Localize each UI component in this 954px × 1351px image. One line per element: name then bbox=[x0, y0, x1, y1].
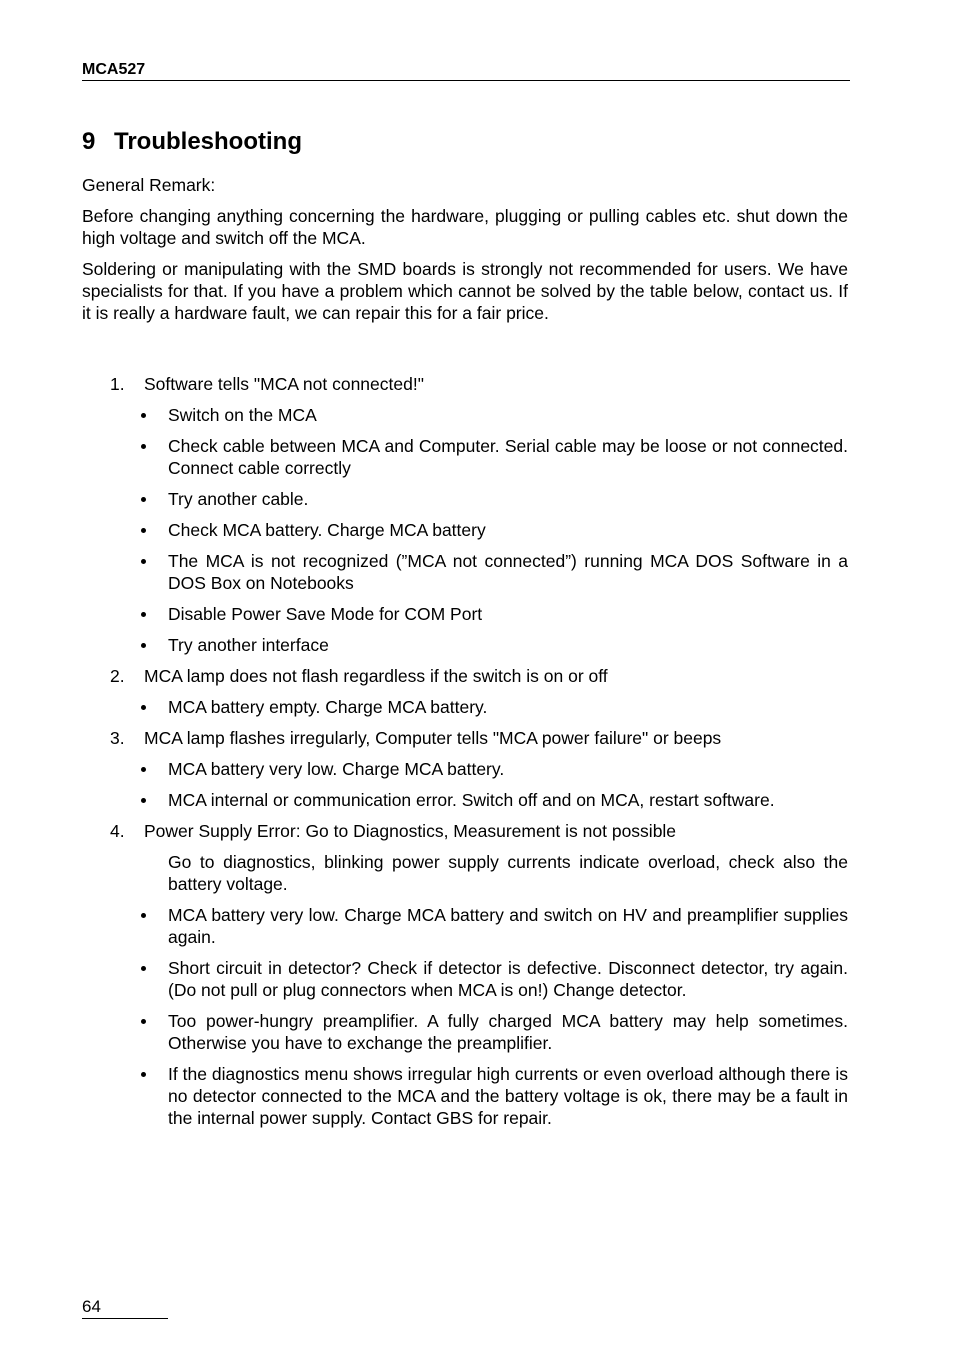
bullet-text: Check cable between MCA and Computer. Serial cable may be loose or not connected. Connect cable correctly bbox=[168, 436, 848, 478]
item-title bbox=[82, 665, 848, 687]
item-number: 1. bbox=[110, 374, 125, 394]
bullet-icon bbox=[141, 913, 146, 918]
item-title bbox=[82, 727, 848, 749]
bullet-item bbox=[82, 1010, 848, 1054]
bullet-item bbox=[82, 550, 848, 594]
bullet-item bbox=[82, 435, 848, 479]
bullet-icon bbox=[141, 413, 146, 418]
bullet-text: Short circuit in detector? Check if detector is defective. Disconnect detector, try again. (Do not pull or plug connectors when MCA is on!) Change detector. bbox=[168, 958, 848, 1000]
bullet-icon bbox=[141, 966, 146, 971]
bullet-item bbox=[82, 789, 848, 811]
item-title-text: Software tells "MCA not connected!" bbox=[144, 374, 424, 394]
bullet-text: If the diagnostics menu shows irregular high currents or even overload although there is no detector connected to the MCA and the battery voltage is ok, there may be a fault in the internal power supply. Contact GBS for repair. bbox=[168, 1064, 848, 1128]
item-title bbox=[82, 820, 848, 842]
item-number: 2. bbox=[110, 666, 125, 686]
bullet-item bbox=[82, 1063, 848, 1129]
bullet-item bbox=[82, 488, 848, 510]
bullet-icon bbox=[141, 559, 146, 564]
intro-paragraph: Before changing anything concerning the hardware, plugging or pulling cables etc. shut down the high voltage and switch off the MCA. bbox=[82, 206, 848, 248]
section-number: 9 bbox=[82, 128, 96, 155]
spacer bbox=[82, 333, 848, 373]
bullet-icon bbox=[141, 1072, 146, 1077]
bullet-text: MCA internal or communication error. Switch off and on MCA, restart software. bbox=[168, 790, 775, 810]
troubleshooting-list bbox=[82, 373, 848, 1129]
item-title-text: Power Supply Error: Go to Diagnostics, Measurement is not possible bbox=[144, 821, 677, 841]
item-title-text: MCA lamp does not flash regardless if the switch is on or off bbox=[144, 666, 608, 686]
bullet-icon bbox=[141, 497, 146, 502]
item-title-text: MCA lamp flashes irregularly, Computer tells "MCA power failure" or beeps bbox=[144, 728, 722, 748]
item-number: 4. bbox=[110, 821, 125, 841]
bullet-item bbox=[82, 404, 848, 426]
bullet-item bbox=[82, 634, 848, 656]
running-header bbox=[82, 60, 850, 81]
bullet-icon bbox=[141, 705, 146, 710]
page-number: 64 bbox=[82, 1297, 101, 1316]
section-heading bbox=[82, 126, 302, 158]
bullet-item bbox=[82, 904, 848, 948]
bullet-list bbox=[82, 758, 848, 811]
bullet-text: MCA battery very low. Charge MCA battery and switch on HV and preamplifier supplies again. bbox=[168, 905, 848, 947]
bullet-icon bbox=[141, 767, 146, 772]
intro-remark-label: General Remark: bbox=[82, 175, 216, 195]
bullet-icon bbox=[141, 444, 146, 449]
troubleshooting-item bbox=[82, 820, 848, 1129]
bullet-list bbox=[82, 696, 848, 718]
item-title bbox=[82, 373, 848, 395]
troubleshooting-item bbox=[82, 665, 848, 718]
bullet-text: The MCA is not recognized (”MCA not connected”) running MCA DOS Software in a DOS Box on Notebooks bbox=[168, 551, 848, 593]
bullet-text: MCA battery very low. Charge MCA battery. bbox=[168, 759, 505, 779]
bullet-text: MCA battery empty. Charge MCA battery. bbox=[168, 697, 488, 717]
bullet-icon bbox=[141, 528, 146, 533]
bullet-icon bbox=[141, 643, 146, 648]
troubleshooting-item bbox=[82, 373, 848, 656]
bullet-text: Try another interface bbox=[168, 635, 329, 655]
bullet-item bbox=[82, 758, 848, 780]
bullet-icon bbox=[141, 1019, 146, 1024]
header-title: MCA527 bbox=[82, 61, 146, 78]
bullet-text: Try another cable. bbox=[168, 489, 309, 509]
intro-paragraph: Soldering or manipulating with the SMD boards is strongly not recommended for users. We have specialists for that. If you have a problem which cannot be solved by the table below, contact us. If it is really a hardware fault, we can repair this for a fair price. bbox=[82, 259, 848, 323]
section-title: Troubleshooting bbox=[114, 128, 302, 155]
bullet-item bbox=[82, 696, 848, 718]
troubleshooting-item bbox=[82, 727, 848, 811]
bullet-item bbox=[82, 957, 848, 1001]
bullet-item bbox=[82, 519, 848, 541]
bullet-list bbox=[82, 904, 848, 1129]
bullet-list bbox=[82, 404, 848, 656]
bullet-item bbox=[82, 603, 848, 625]
bullet-icon bbox=[141, 798, 146, 803]
page-content bbox=[82, 174, 848, 1138]
bullet-text: Too power-hungry preamplifier. A fully charged MCA battery may help sometimes. Otherwise you have to exchange the preamplifier. bbox=[168, 1011, 848, 1053]
page-footer bbox=[82, 1296, 168, 1319]
bullet-text: Check MCA battery. Charge MCA battery bbox=[168, 520, 486, 540]
bullet-text: Switch on the MCA bbox=[168, 405, 317, 425]
bullet-icon bbox=[141, 612, 146, 617]
item-number: 3. bbox=[110, 728, 125, 748]
item-description: Go to diagnostics, blinking power supply currents indicate overload, check also the battery voltage. bbox=[168, 852, 848, 894]
bullet-text: Disable Power Save Mode for COM Port bbox=[168, 604, 483, 624]
